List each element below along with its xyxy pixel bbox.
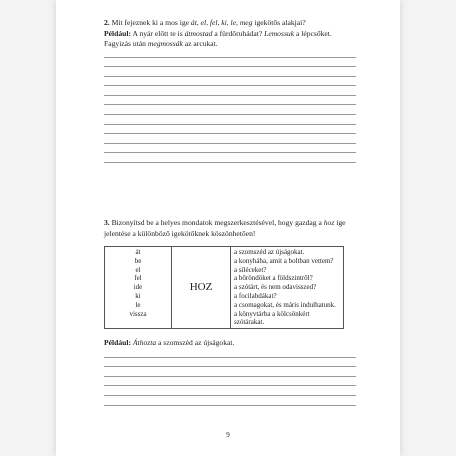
answer-line[interactable]: [104, 124, 356, 125]
task-3-section: [104, 218, 356, 414]
task-2-number: 2.: [104, 18, 110, 27]
answer-line[interactable]: [104, 405, 356, 406]
prefix-item: be: [134, 256, 142, 265]
task-2-example-text: a lépcsőket. Fagyizás után: [104, 28, 332, 48]
task-2-example-label: Például:: [104, 28, 132, 38]
task-2-example-word: átmostad: [184, 28, 213, 38]
task-3-question: [104, 218, 356, 239]
page-number: 9: [226, 431, 230, 439]
task-2-example-word: megmossák: [147, 39, 183, 48]
prefix-item: le: [135, 300, 141, 309]
task-3-example: [104, 338, 356, 349]
hoz-table-row: [105, 247, 344, 329]
prefix-item: át: [135, 248, 141, 256]
task-2-question-start: Mit fejeznek ki a mos ige: [111, 18, 191, 27]
answer-line[interactable]: [104, 376, 356, 377]
answer-line[interactable]: [104, 76, 356, 77]
object-item: a síléceket?: [234, 265, 267, 274]
task-3-intro-text: ige jelentése a különböző igekötőknek köszönhetően!: [104, 218, 346, 238]
prefix-item: ide: [133, 283, 143, 292]
prefix-item: vissza: [129, 309, 147, 318]
answer-line[interactable]: [104, 366, 356, 367]
answer-line[interactable]: [104, 95, 356, 96]
task-3-number: 3.: [104, 218, 110, 227]
task-2-answer-lines[interactable]: [104, 57, 356, 164]
hoz-table: [104, 246, 344, 329]
answer-line[interactable]: [104, 66, 356, 67]
task-2-example-text: a fürdőruhádat?: [212, 28, 265, 38]
task-2-question-end: igekötős alakjai?: [252, 18, 306, 27]
prefix-item: el: [135, 265, 141, 274]
object-item: a focilabdákat?: [234, 291, 277, 300]
object-item: a szomszéd az újságokat.: [234, 248, 305, 256]
object-item: a bőröndöket a földszintről?: [234, 274, 313, 283]
verb-cell: HOZ: [172, 247, 231, 329]
object-item: a szótárt, és nem odavisszed?: [234, 283, 317, 292]
answer-line[interactable]: [104, 395, 356, 396]
prefix-column: [105, 247, 172, 329]
answer-line[interactable]: [104, 162, 356, 163]
task-3-intro-text: Bizonyítsd be a helyes mondatok megszerkesztésével, hogy gazdag a: [111, 218, 324, 227]
answer-line[interactable]: [104, 152, 356, 153]
object-item: a csomagokat, és máris indulhatunk.: [234, 300, 336, 309]
answer-line[interactable]: [104, 357, 356, 358]
task-2-example-text: az arcukat.: [182, 39, 218, 48]
task-3-example-text: a szomszéd az újságokat.: [156, 338, 235, 348]
answer-line[interactable]: [104, 133, 356, 134]
prefix-item: fel: [134, 274, 142, 283]
answer-line[interactable]: [104, 85, 356, 86]
object-item: a könyvtárba a kölcsönkért szótárakat.: [234, 309, 310, 327]
answer-line[interactable]: [104, 104, 356, 105]
task-3-intro-verb: hoz: [323, 218, 335, 227]
prefix-item: ki: [135, 291, 141, 300]
task-3-example-label: Például:: [104, 338, 132, 348]
task-3-example-word: Áthozta: [132, 338, 157, 348]
answer-line[interactable]: [104, 385, 356, 386]
object-item: a konyhába, amit a boltban vettem?: [234, 256, 334, 265]
task-2-example-word: Lemossuk: [264, 28, 295, 38]
task-3-answer-lines[interactable]: [104, 357, 356, 406]
task-2-example-text: A nyár előtt te is: [131, 28, 185, 38]
answer-line[interactable]: [104, 143, 356, 144]
task-2-question: [104, 18, 356, 50]
workbook-page: [56, 0, 400, 456]
task-2-prefixes: át, el, fel, ki, le, meg: [190, 18, 253, 27]
answer-line[interactable]: [104, 114, 356, 115]
answer-line[interactable]: [104, 57, 356, 58]
object-column: [231, 247, 344, 329]
page-content: [104, 18, 356, 348]
